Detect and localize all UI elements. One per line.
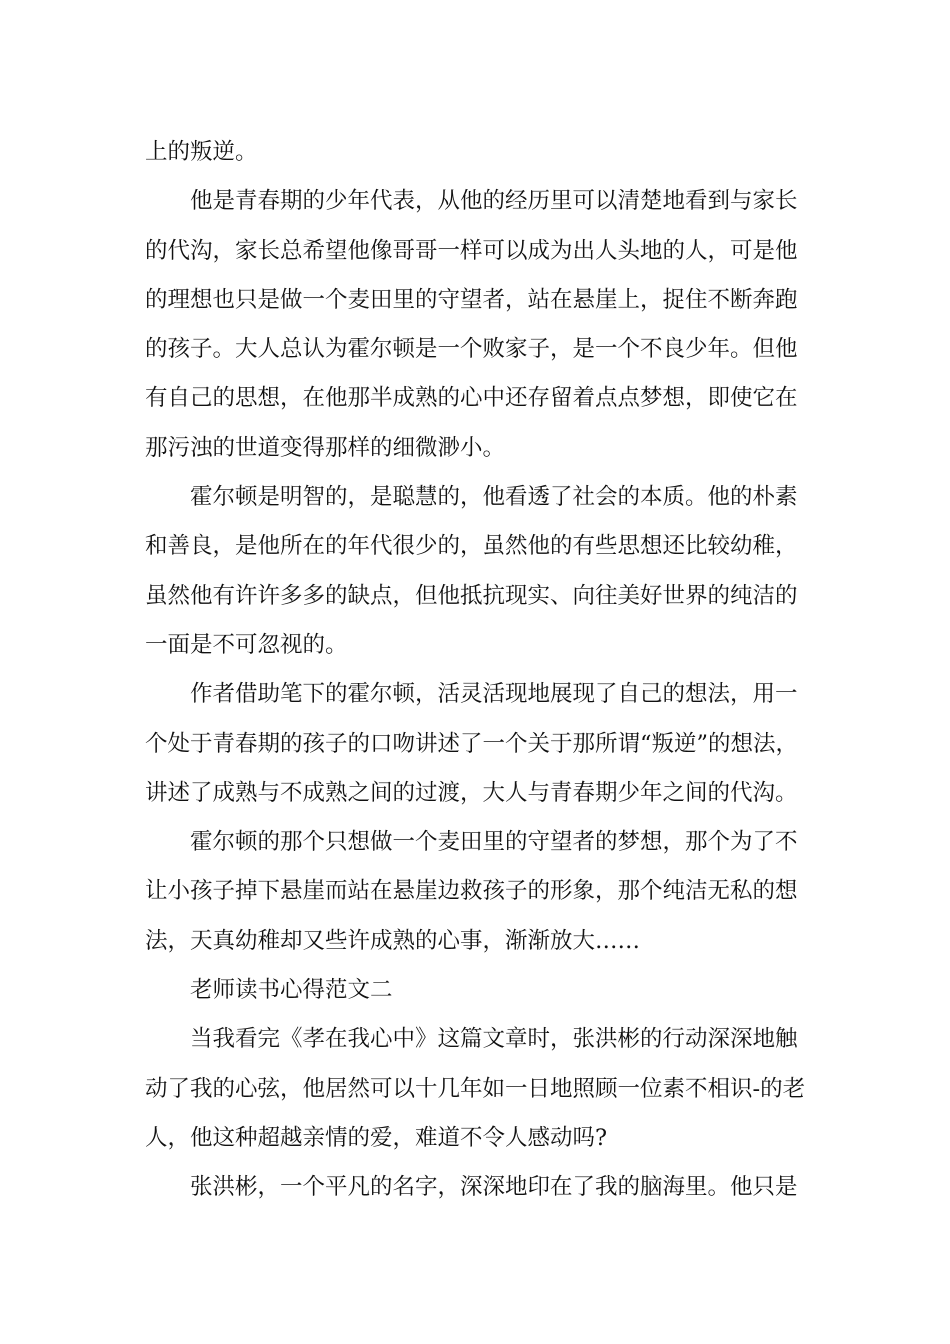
text-line: 一面是不可忽视的。 (145, 631, 348, 658)
text-line: 个处于青春期的孩子的口吻讲述了一个关于那所谓“叛逆”的想法， (145, 730, 799, 757)
text-line: 的理想也只是做一个麦田里的守望者，站在悬崖上，捉住不断奔跑 (145, 286, 798, 313)
text-line: 那污浊的世道变得那样的细微渺小。 (145, 434, 506, 461)
text-line: 让小孩子掉下悬崖而站在悬崖边救孩子的形象，那个纯洁无私的想 (145, 878, 798, 905)
text-line: 虽然他有许许多多的缺点，但他抵抗现实、向往美好世界的纯洁的 (145, 582, 798, 609)
text-line: 的孩子。大人总认为霍尔顿是一个败家子，是一个不良少年。但他 (145, 336, 798, 363)
text-line: 人，他这种超越亲情的爱，难道不令人感动吗? (145, 1124, 608, 1151)
paragraph-start-line: 作者借助笔下的霍尔顿，活灵活现地展现了自己的想法，用一 (190, 681, 798, 708)
section-heading: 老师读书心得范文二 (190, 977, 393, 1004)
text-line: 讲述了成熟与不成熟之间的过渡，大人与青春期少年之间的代沟。 (145, 779, 798, 806)
text-line: 法，天真幼稚却又些许成熟的心事，渐渐放大…… (145, 927, 641, 954)
body-text (145, 128, 820, 1213)
paragraph-start-line: 他是青春期的少年代表，从他的经历里可以清楚地看到与家长 (190, 188, 798, 215)
text-line: 和善良，是他所在的年代很少的，虽然他的有些思想还比较幼稚， (145, 533, 798, 560)
text-line: 的代沟，家长总希望他像哥哥一样可以成为出人头地的人，可是他 (145, 237, 798, 264)
text-line: 动了我的心弦，他居然可以十几年如一日地照顾一位素不相识-的老 (145, 1075, 806, 1102)
text-line: 上的叛逆。 (145, 139, 258, 165)
paragraph-start-line: 张洪彬，一个平凡的名字，深深地印在了我的脑海里。他只是 (190, 1174, 798, 1201)
text-line: 有自己的思想，在他那半成熟的心中还存留着点点梦想，即使它在 (145, 385, 798, 412)
paragraph-start-line: 当我看完《孝在我心中》这篇文章时，张洪彬的行动深深地触 (190, 1026, 798, 1053)
paragraph-start-line: 霍尔顿是明智的，是聪慧的，他看透了社会的本质。他的朴素 (190, 484, 798, 511)
paragraph-start-line: 霍尔顿的那个只想做一个麦田里的守望者的梦想，那个为了不 (190, 829, 798, 856)
